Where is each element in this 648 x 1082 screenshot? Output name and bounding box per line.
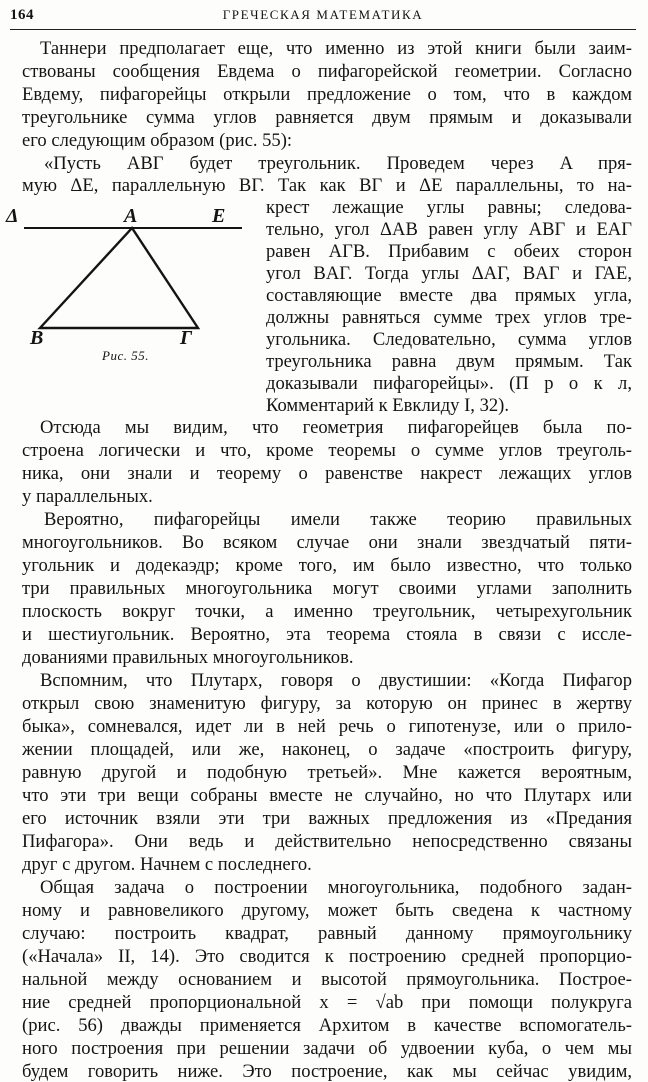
triangle-diagram xyxy=(0,200,262,345)
text-line: многоугольников. Во всяком случае они знали звездчатый пяти- xyxy=(22,532,632,553)
label-a: A xyxy=(124,205,138,227)
text-line: треугольнике сумма углов равняется двум прямым и доказывали xyxy=(22,107,632,128)
text-line: быка», сомневался, идет ли в ней речь о гипотенузе, или о прило- xyxy=(22,716,632,737)
text-line: «Пусть ΑΒΓ будет треугольник. Проведем через Α пря- xyxy=(44,153,632,174)
text-line: мую ΔΕ, параллельную ΒΓ. Так как ΒΓ и ΔΕ параллельны, то на- xyxy=(22,175,632,196)
text-line: ника, они знали и теорему о равенстве накрест лежащих углов xyxy=(22,463,632,484)
triangle-abg xyxy=(40,228,198,328)
label-b: B xyxy=(30,327,44,345)
page-number: 164 xyxy=(10,7,34,23)
text-line: друг с другом. Начнем с последнего. xyxy=(22,854,312,875)
text-line: Таннери предполагает еще, что именно из этой книги были заим- xyxy=(40,38,632,59)
text-line: его следующим образом (рис. 55): xyxy=(22,130,293,151)
label-g: Г xyxy=(180,327,193,345)
text-line: случаю: построить квадрат, равный данному прямоугольнику xyxy=(22,923,632,944)
text-line: Евдему, пифагорейцы открыли предложение о том, что в каждом xyxy=(22,84,632,105)
text-line: у параллельных. xyxy=(22,486,153,507)
running-title: ГРЕЧЕСКАЯ МАТЕМАТИКА xyxy=(222,7,424,22)
label-delta: Δ xyxy=(6,205,19,227)
text-line: строена логически и что, кроме теоремы о сумме углов треуголь- xyxy=(22,440,632,461)
text-line: составляющие вместе два прямых угла, xyxy=(266,285,632,306)
text-line: будем говорить ниже. Это построение, как мы сейчас увидим, xyxy=(22,1061,632,1082)
text-line: и шестиугольник. Вероятно, эта теорема стояла в связи с иссле- xyxy=(22,624,632,645)
text-line: Вспомним, что Плутарх, говоря о двустишии: «Когда Пифагор xyxy=(40,670,632,691)
text-line: угольника. Следовательно, сумма углов xyxy=(266,329,632,350)
text-line: ного построения при решении задачи об удвоении куба, о чем мы xyxy=(22,1038,632,1059)
text-line: равен ΑΓΒ. Прибавим с обеих сторон xyxy=(266,241,632,262)
text-line: ному и равновеликого другому, может быть сведена к частному xyxy=(22,900,632,921)
page-header xyxy=(10,2,636,28)
text-line: Общая задача о построении многоугольника, подобного задан- xyxy=(40,877,632,898)
text-line: должны равняться сумме трех углов тре- xyxy=(266,307,632,328)
text-line: угол ΒΑΓ. Тогда углы ΔΑΓ, ΒΑΓ и ΓΑΕ, xyxy=(266,263,632,284)
label-e: E xyxy=(212,205,226,227)
text-line: Комментарий к Евклиду I, 32). xyxy=(266,395,510,416)
text-line: Отсюда мы видим, что геометрия пифагорейцев была по- xyxy=(40,417,632,438)
text-line: («Начала» II, 14). Это сводится к построению средней пропорцио- xyxy=(22,946,632,967)
text-line: ствованы сообщения Евдема о пифагорейской геометрии. Согласно xyxy=(22,61,632,82)
text-line: его источник взяли эти три важных предложения из «Предания xyxy=(22,808,632,829)
figure-55 xyxy=(0,200,262,375)
text-line: плоскость вокруг точки, а именно треугольник, четырехугольник xyxy=(22,601,632,622)
text-line: ние средней пропорциональной x = √ab при помощи полукруга xyxy=(22,992,632,1013)
text-line: три правильных многоугольника могут своими углами заполнить xyxy=(22,578,632,599)
figure-caption: Рис. 55. xyxy=(102,348,149,363)
text-line: равную другой и подобную третьей». Мне кажется вероятным, xyxy=(22,762,632,783)
text-line: Пифагора». Они ведь и действительно непосредственно связаны xyxy=(22,831,632,852)
text-line: жении площадей, или же, наконец, о задаче «построить фигуру, xyxy=(22,739,632,760)
text-line: тельно, угол ΔΑΒ равен углу ΑΒΓ и ΕΑΓ xyxy=(266,219,632,240)
text-line: Вероятно, пифагорейцы имели также теорию правильных xyxy=(44,509,632,530)
text-line: дованиями правильных многоугольников. xyxy=(22,647,354,668)
text-line: нальной между основанием и высотой прямоугольника. Построе- xyxy=(22,969,632,990)
text-line: открыл свою знаменитую фигуру, за которую он принес в жертву xyxy=(22,693,632,714)
text-line: угольник и додекаэдр; кроме того, им было известно, что только xyxy=(22,555,632,576)
header-rule xyxy=(10,29,636,30)
text-line: что эти три вещи собраны вместе не случайно, но что Плутарх или xyxy=(22,785,632,806)
text-line: (рис. 56) дважды применяется Архитом в качестве вспомогатель- xyxy=(22,1015,632,1036)
text-line: доказывали пифагорейцы». (П р о к л, xyxy=(266,373,632,394)
text-line: крест лежащие углы равны; следова- xyxy=(266,197,632,218)
text-line: треугольника равна двум прямым. Так xyxy=(266,351,632,372)
